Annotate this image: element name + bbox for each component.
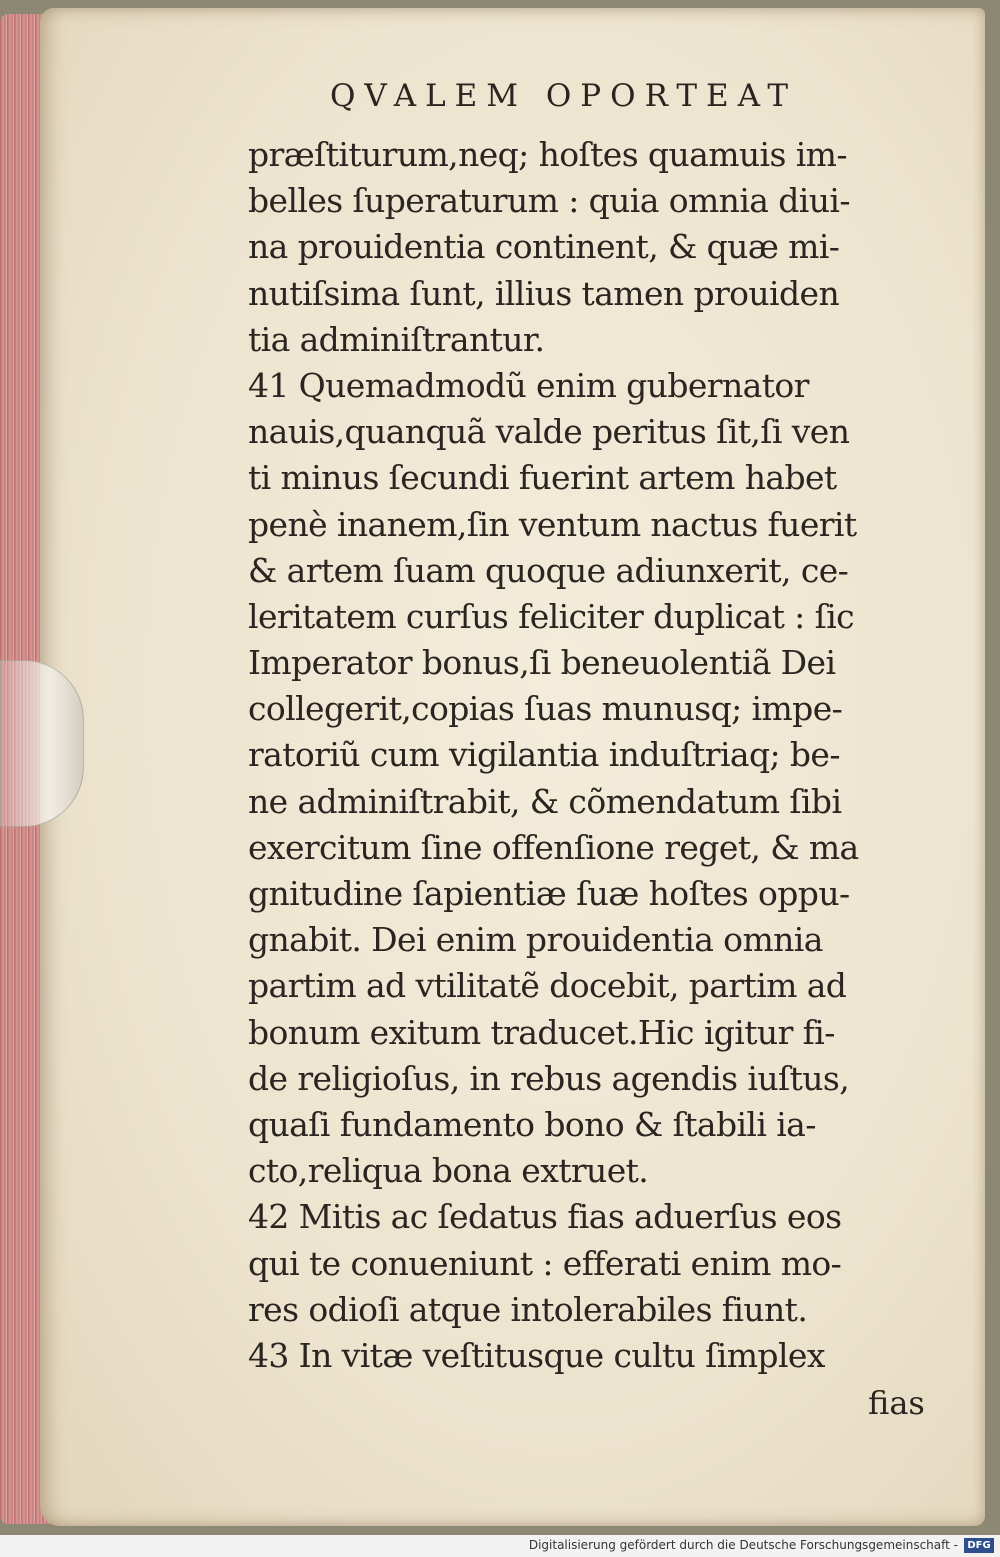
- text-line: quaſi fundamento bono & ſtabili ia-: [248, 1104, 816, 1144]
- catchword: fias: [868, 1384, 925, 1422]
- text-line: 42 Mitis ac ſedatus fias aduerſus eos: [248, 1197, 842, 1237]
- footer-bar: [0, 1535, 1000, 1557]
- text-line: 43 In vitæ veſtitusque cultu ſimplex: [248, 1335, 825, 1375]
- text-line: penè inanem,ſin ventum nactus fuerit: [248, 504, 857, 544]
- text-line: nauis,quanquã valde peritus ſit,ſi ven: [248, 412, 850, 452]
- text-line: Imperator bonus,ſi beneuolentiã Dei: [248, 643, 836, 683]
- text-line: 41 Quemadmodũ enim gubernator: [248, 365, 809, 405]
- text-line: præſtiturum,neq; hoſtes quamuis im-: [248, 135, 847, 174]
- text-block: [248, 132, 928, 1379]
- text-line: ti minus ſecundi fuerint artem habet: [248, 458, 837, 498]
- text-line: partim ad vtilitatẽ docebit, partim ad: [248, 966, 847, 1006]
- text-line: bonum exitum traducet.Hic igitur fi-: [248, 1012, 835, 1052]
- text-line: gnitudine ſapientiæ ſuæ hoſtes oppu-: [248, 874, 850, 913]
- text-line: gnabit. Dei enim prouidentia omnia: [248, 920, 823, 960]
- text-line: na prouidentia continent, & quæ mi-: [248, 227, 840, 267]
- text-line: exercitum ſine offenſione reget, & ma: [248, 827, 859, 867]
- text-line: res odioſi atque intolerabiles fiunt.: [248, 1289, 808, 1329]
- text-line: leritatem curſus feliciter duplicat : ſic: [248, 596, 855, 636]
- text-line: de religioſus, in rebus agendis iuſtus,: [248, 1058, 850, 1098]
- text-line: belles ſuperaturum : quia omnia diui-: [248, 181, 850, 221]
- text-line: ratoriũ cum vigilantia induſtriaq; be-: [248, 735, 840, 775]
- running-head: QVALEM OPORTEAT: [330, 78, 798, 114]
- text-line: collegerit,copias ſuas munusq; impe-: [248, 689, 843, 729]
- text-line: & artem ſuam quoque adiunxerit, ce-: [248, 550, 849, 590]
- clasp: [0, 660, 84, 827]
- footer-credit: Digitalisierung gefördert durch die Deutsche Forschungsgemeinschaft -: [528, 1538, 958, 1552]
- text-line: cto,reliqua bona extruet.: [248, 1151, 649, 1191]
- text-line: nutiſsima ſunt, illius tamen prouiden: [248, 273, 840, 313]
- text-line: tia adminiſtrantur.: [248, 319, 545, 359]
- text-line: qui te conueniunt : efferati enim mo-: [248, 1243, 842, 1283]
- dfg-logo-icon: DFG: [964, 1538, 994, 1553]
- text-line: ne adminiſtrabit, & cõmendatum ſibi: [248, 781, 842, 821]
